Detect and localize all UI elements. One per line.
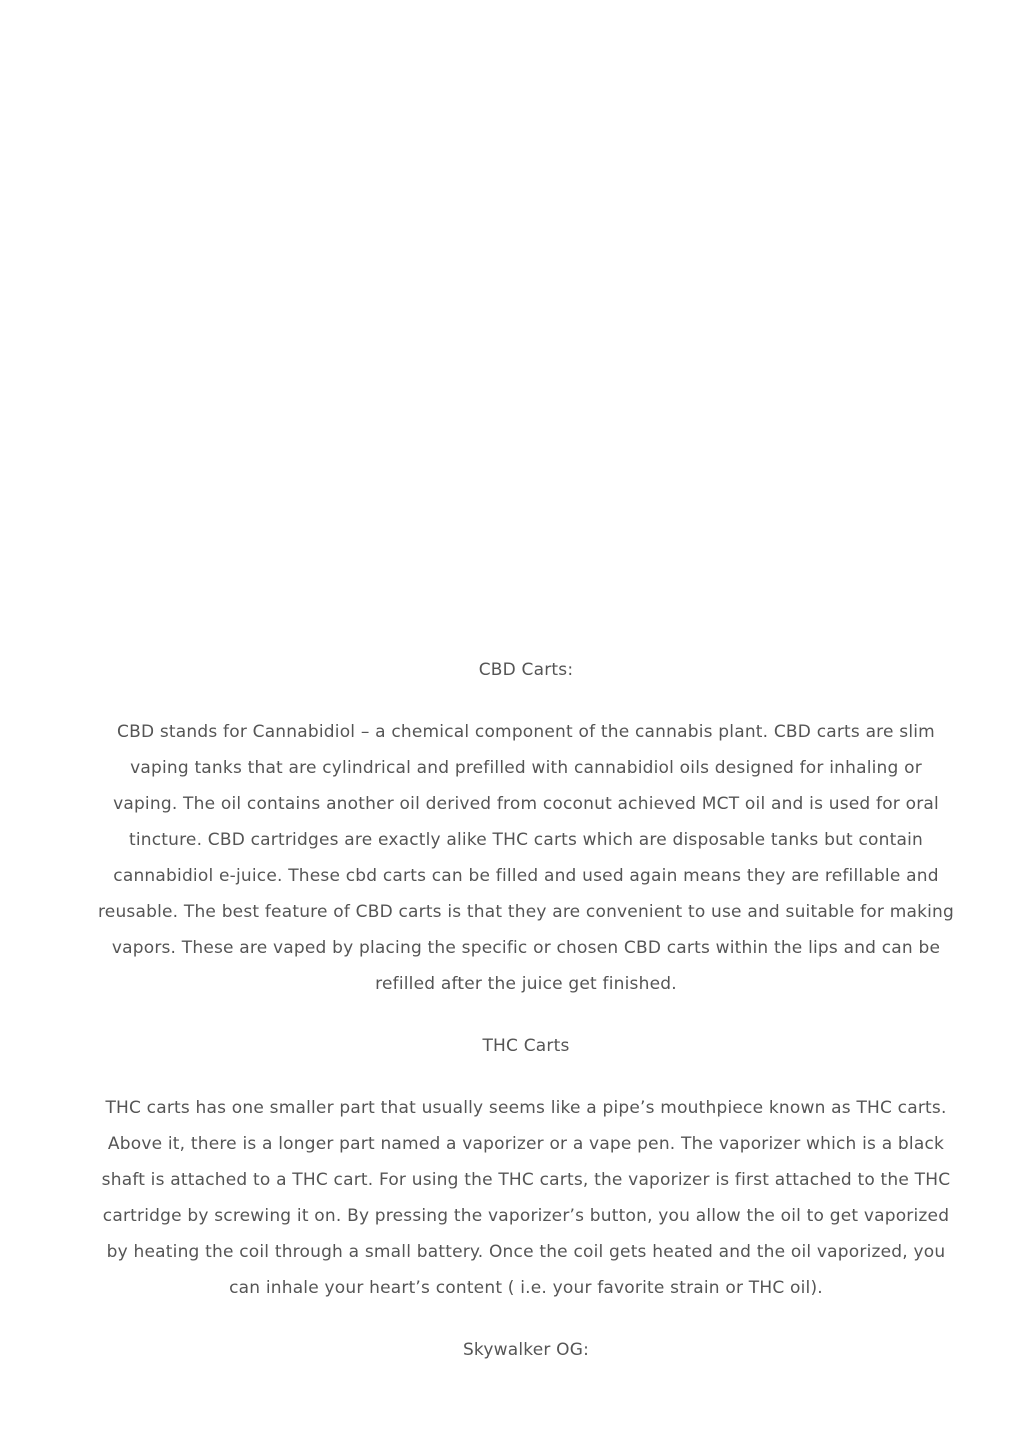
section-heading-skywalker-og: Skywalker OG: <box>462 1340 590 1360</box>
section-body-cbd-carts: CBD stands for Cannabidiol – a chemical component of the cannabis plant. CBD carts are slim vaping tanks that are cylindrical and prefilled with cannabidiol oils designed for inhaling or vaping. The oil contains another oil derived from coconut achieved MCT oil and is used for oral tincture. CBD cartridges are exactly alike THC carts which are disposable tanks but contain cannabidiol e-juice. These cbd carts can be filled and used again means they are refillable and reusable. The best feature of CBD carts is that they are convenient to use and suitable for making vapors. These are vaped by placing the specific or chosen CBD carts within the lips and can be refilled after the juice get finished. <box>97 722 955 994</box>
section-body-thc-carts: THC carts has one smaller part that usually seems like a pipe’s mouthpiece known as THC carts. Above it, there is a longer part named a vaporizer or a vape pen. The vaporizer which is a black shaft is attached to a THC cart. For using the THC carts, the vaporizer is first attached to the THC cartridge by screwing it on. By pressing the vaporizer’s button, you allow the oil to get vaporized by heating the coil through a small battery. Once the coil gets heated and the oil vaporized, you can inhale your heart’s content ( i.e. your favorite strain or THC oil). <box>101 1098 951 1298</box>
document-content <box>96 652 956 1368</box>
section-heading-cbd-carts: CBD Carts: <box>478 660 574 680</box>
section-heading-thc-carts: THC Carts <box>482 1036 570 1056</box>
